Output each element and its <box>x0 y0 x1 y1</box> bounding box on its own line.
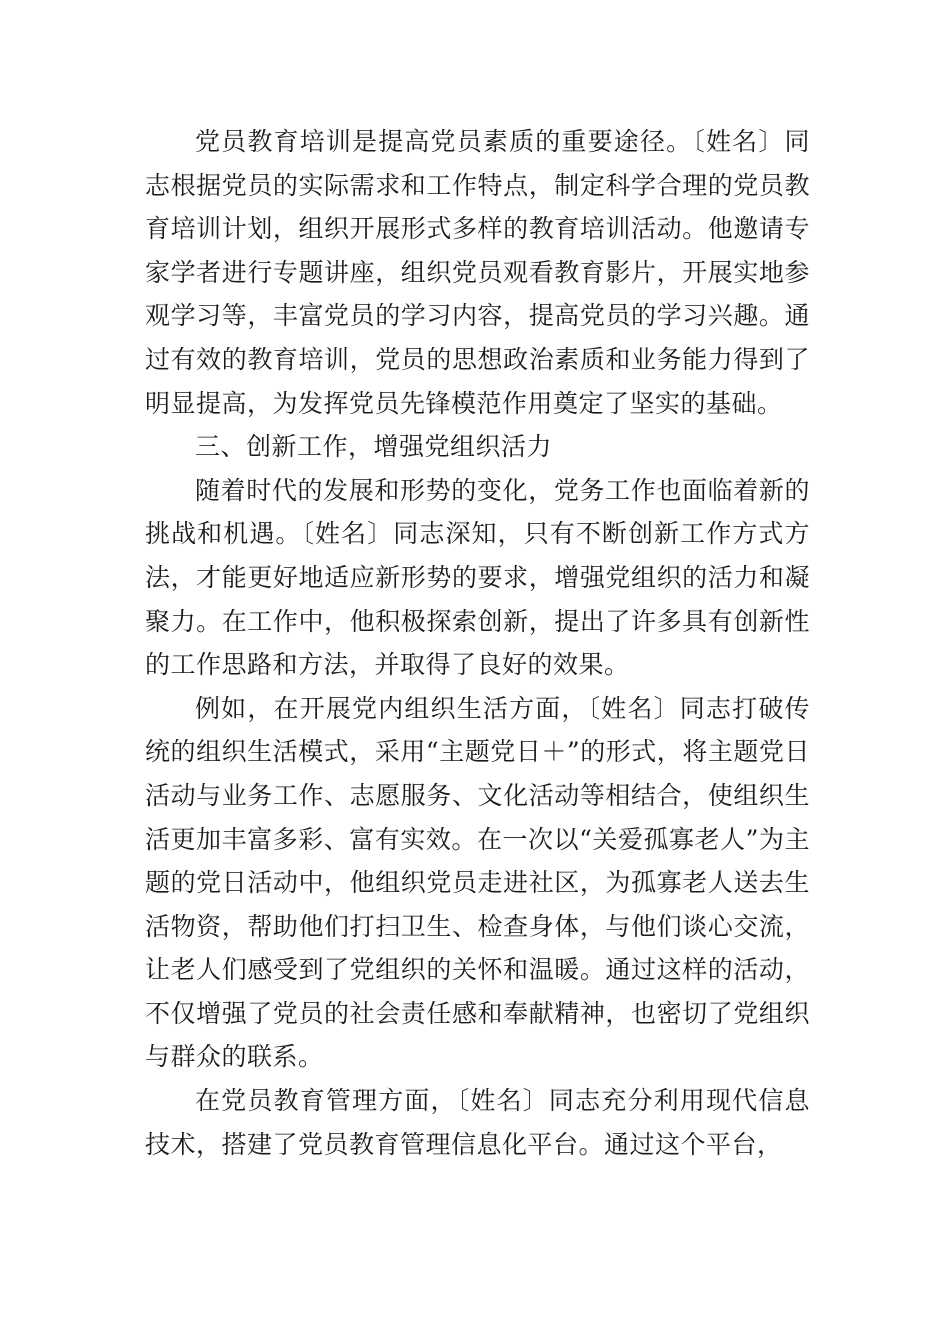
paragraph-innovation-intro: 随着时代的发展和形势的变化，党务工作也面临着新的挑战和机遇。〔姓名〕同志深知，只有不断创新工作方式方法，才能更好地适应新形势的要求，增强党组织的活力和凝聚力。在工作中，他积极探索创新，提出了许多具有创新性的工作思路和方法，并取得了良好的效果。 <box>145 475 810 680</box>
paragraph-training: 党员教育培训是提高党员素质的重要途径。〔姓名〕同志根据党员的实际需求和工作特点，制定科学合理的党员教育培训计划，组织开展形式多样的教育培训活动。他邀请专家学者进行专题讲座，组织党员观看教育影片，开展实地参观学习等，丰富党员的学习内容，提高党员的学习兴趣。通过有效的教育培训，党员的思想政治素质和业务能力得到了明显提高，为发挥党员先锋模范作用奠定了坚实的基础。 <box>145 127 810 418</box>
section-heading-innovation: 三、创新工作，增强党组织活力 <box>195 432 553 462</box>
paragraph-info-platform: 在党员教育管理方面，〔姓名〕同志充分利用现代信息技术，搭建了党员教育管理信息化平台。通过这个平台， <box>145 1086 810 1159</box>
paragraph-example-party-day: 例如，在开展党内组织生活方面，〔姓名〕同志打破传统的组织生活模式，采用“主题党日＋”的形式，将主题党日活动与业务工作、志愿服务、文化活动等相结合，使组织生活更加丰富多彩、富有实效。在一次以“关爱孤寡老人”为主题的党日活动中，他组织党员走进社区，为孤寡老人送去生活物资，帮助他们打扫卫生、检查身体，与他们谈心交流，让老人们感受到了党组织的关怀和温暖。通过这样的活动，不仅增强了党员的社会责任感和奉献精神，也密切了党组织与群众的联系。 <box>145 693 810 1072</box>
document-body <box>145 120 810 1166</box>
